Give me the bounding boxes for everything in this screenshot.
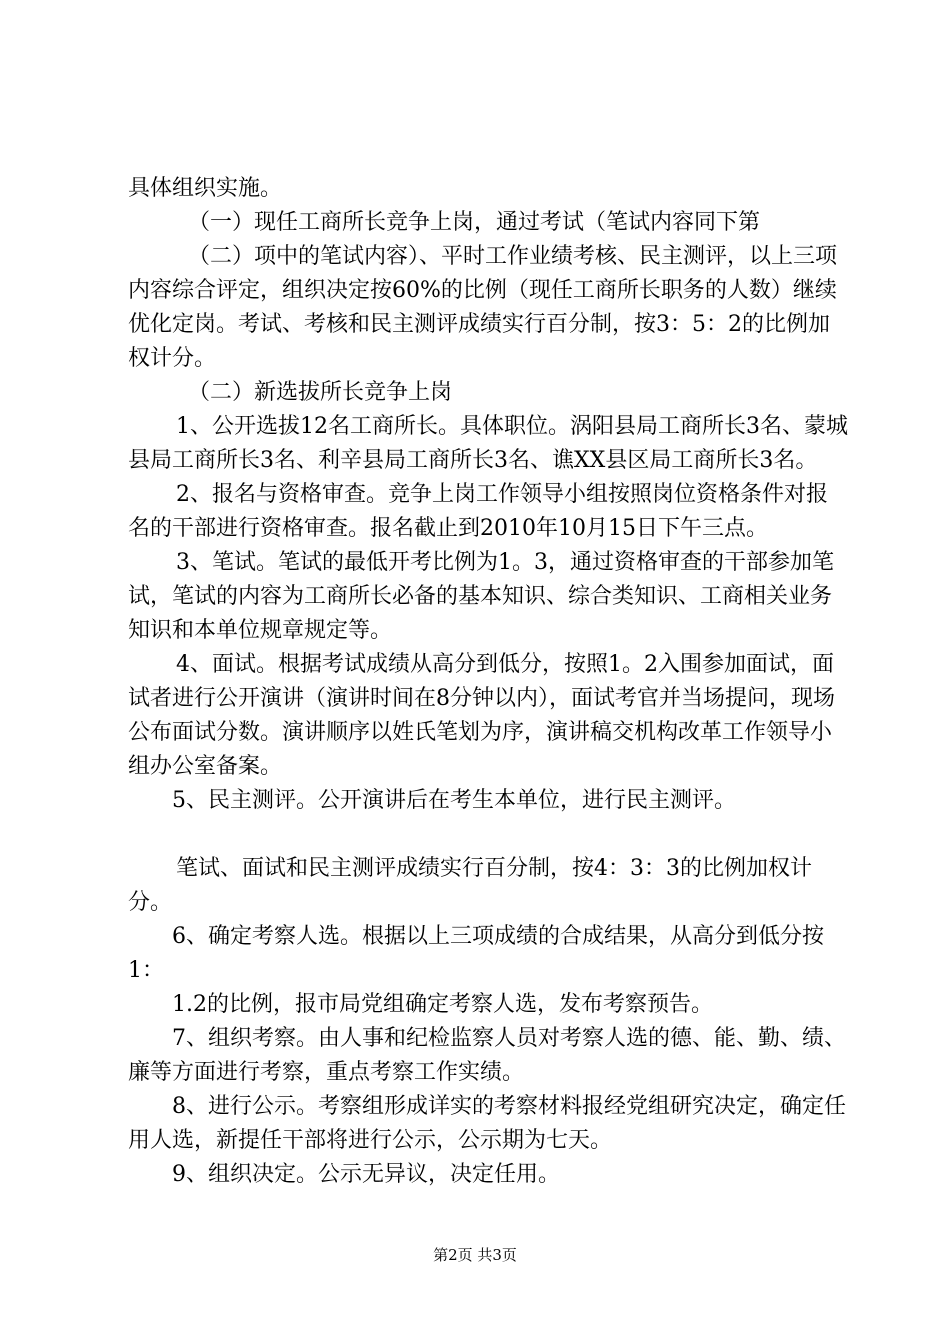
item-6: 6、确定考察人选。根据以上三项成绩的合成结果，从高分到低分按1： [128, 924, 824, 983]
paragraph-1: 具体组织实施。 [128, 176, 283, 201]
page-footer: 第2页 共3页 [433, 1246, 517, 1264]
section-heading-2: （二）新选拔所长竞争上岗 [188, 380, 453, 405]
item-7: 7、组织考察。由人事和纪检监察人员对考察人选的德、能、勤、绩、廉等方面进行考察，重点考察工作实绩。 [128, 1026, 846, 1085]
item-2: 2、报名与资格审查。竞争上岗工作领导小组按照岗位资格条件对报名的干部进行资格审查。报名截止到2010年10月15日下午三点。 [128, 482, 828, 541]
item-5: 5、民主测评。公开演讲后在考生本单位，进行民主测评。 [172, 788, 736, 813]
item-1: 1、公开选拔12名工商所长。具体职位。涡阳县局工商所长3名、蒙城县局工商所长3名、利辛县局工商所长3名、谯XX县区局工商所长3名。 [128, 414, 848, 473]
paragraph-2: （一）现任工商所长竞争上岗，通过考试（笔试内容同下第 [188, 210, 761, 235]
item-8: 8、进行公示。考察组形成详实的考察材料报经党组研究决定，确定任用人选，新提任干部将进行公示，公示期为七天。 [128, 1094, 846, 1153]
item-4: 4、面试。根据考试成绩从高分到低分，按照1。2入围参加面试，面试者进行公开演讲（演讲时间在8分钟以内），面试考官并当场提问，现场公布面试分数。演讲顺序以姓氏笔划为序，演讲稿交机构改革工作领导小组办公室备案。 [128, 652, 835, 779]
weighting-paragraph: 笔试、面试和民主测评成绩实行百分制，按4：3：3的比例加权计分。 [128, 856, 812, 915]
item-9: 9、组织决定。公示无异议，决定任用。 [172, 1162, 560, 1187]
item-6-continued: 1.2的比例，报市局党组确定考察人选，发布考察预告。 [172, 992, 713, 1017]
paragraph-3: （二）项中的笔试内容）、平时工作业绩考核、民主测评，以上三项内容综合评定，组织决定按60%的比例（现任工商所长职务的人数）继续优化定岗。考试、考核和民主测评成绩实行百分制，按3：5：2的比例加权计分。 [128, 244, 838, 371]
item-3: 3、笔试。笔试的最低开考比例为1。3，通过资格审查的干部参加笔试，笔试的内容为工商所长必备的基本知识、综合类知识、工商相关业务知识和本单位规章规定等。 [128, 550, 834, 643]
document-body [128, 172, 848, 1192]
